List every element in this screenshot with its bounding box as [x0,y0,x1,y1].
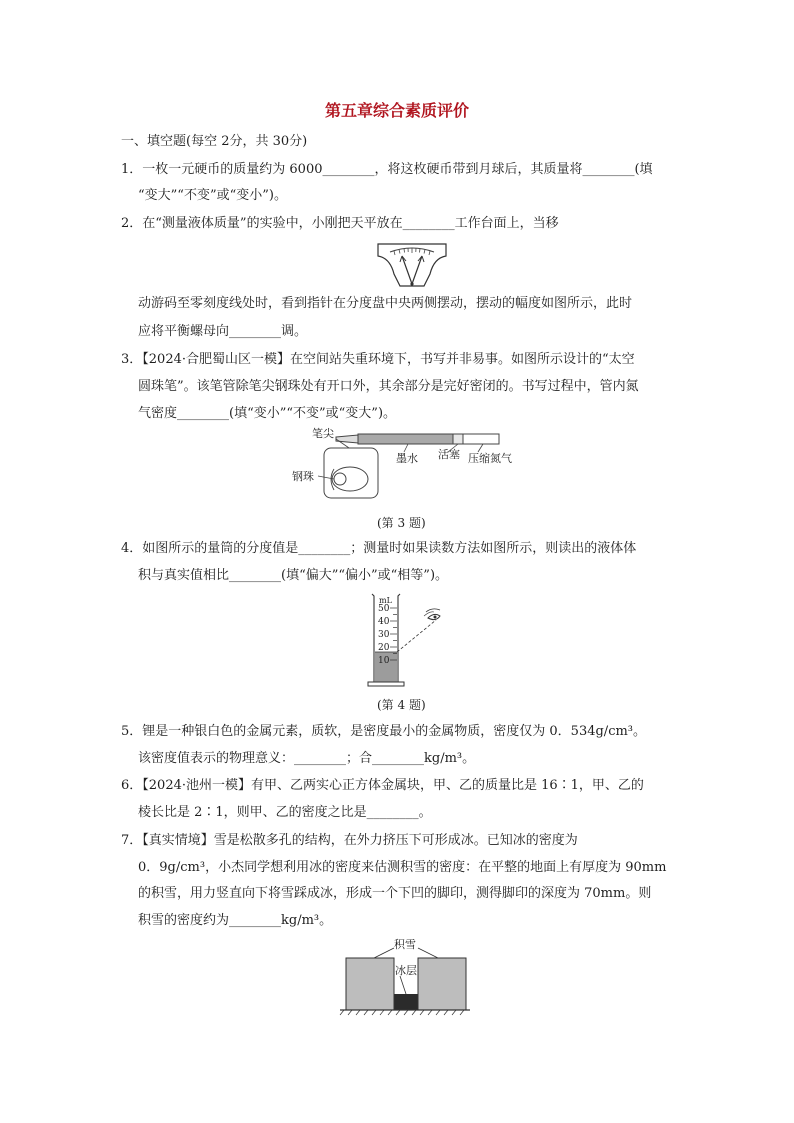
cylinder-unit-label: mL [379,596,392,605]
q1-line-1: 1．一枚一元硬币的质量约为 6000________，将这枚硬币带到月球后，其质量将________(填 [121,162,653,177]
q7-line-1: 7．【真实情境】雪是松散多孔的结构，在外力挤压下可形成冰。已知冰的密度为 [121,833,578,848]
q6-line-1: 6．【2024·池州一模】有甲、乙两实心正方体金属块，甲、乙的质量比是 16∶1，甲、乙的 [121,778,644,793]
q2-line-2: 动游码至零刻度线处时，看到指针在分度盘中央两侧摆动，摆动的幅度如图所示，此时 [138,296,633,311]
tick-label: 30 [378,630,390,640]
q5-line-2: 该密度值表示的物理意义：________；合________kg/m³。 [138,751,476,766]
figure-3-caption: (第 3 题) [377,516,426,530]
ice-label: 冰层 [395,964,417,977]
q7-line-3: 的积雪，用力竖直向下将雪踩成冰，形成一个下凹的脚印，测得脚印的深度为 70mm。则 [138,886,652,901]
tick-label: 40 [378,617,390,627]
q3-line-3: 气密度________(填“变小”“不变”或“变大”)。 [138,406,397,421]
section-heading: 一、填空题(每空 2分，共 30分) [121,134,308,149]
tick-label: 10 [378,656,390,666]
tick-label: 20 [378,643,390,653]
q2-line-3: 应将平衡螺母向________调。 [138,324,308,339]
q4-line-1: 4．如图所示的量筒的分度值是________；测量时如果读数方法如图所示，则读出的液体体 [121,541,637,556]
snow-footprint-figure [338,936,470,1016]
q1-line-2: “变大”“不变”或“变小”)。 [138,188,287,203]
balance-dial-figure [372,238,452,292]
pen-tip-label: 笔尖 [312,427,334,440]
snow-label: 积雪 [394,938,416,951]
q4-line-2: 积与真实值相比________(填“偏大”“偏小”或“相等”)。 [138,568,449,583]
q5-line-1: 5．锂是一种银白色的金属元素，质软，是密度最小的金属物质，密度仅为 0．534g/cm³。 [121,724,647,739]
q6-line-2: 棱长比是 2∶1，则甲、乙的密度之比是________。 [138,805,432,820]
page-title: 第五章综合素质评价 [324,101,469,120]
graduated-cylinder-figure [360,590,450,690]
piston-label: 活塞 [438,448,460,461]
q3-line-1: 3．【2024·合肥蜀山区一模】在空间站失重环境下，书写并非易事。如图所示设计的“太空 [121,352,635,367]
steel-ball-label: 钢珠 [292,470,314,483]
q7-line-4: 积雪的密度约为________kg/m³。 [138,913,333,928]
figure-4-caption: (第 4 题) [377,698,426,712]
q7-line-2: 0．9g/cm³，小杰同学想利用冰的密度来估测积雪的密度：在平整的地面上有厚度为 90mm [138,860,667,875]
ink-label: 墨水 [396,452,418,465]
q2-line-1: 2．在“测量液体质量”的实验中，小刚把天平放在________工作台面上，当移 [121,216,559,231]
q3-line-2: 圆珠笔”。该笔管除笔尖钢珠处有开口外，其余部分是完好密闭的。书写过程中，管内氮 [138,379,639,394]
tick-label: 50 [378,604,390,614]
gas-label: 压缩氮气 [468,452,512,465]
space-pen-figure [288,424,528,514]
